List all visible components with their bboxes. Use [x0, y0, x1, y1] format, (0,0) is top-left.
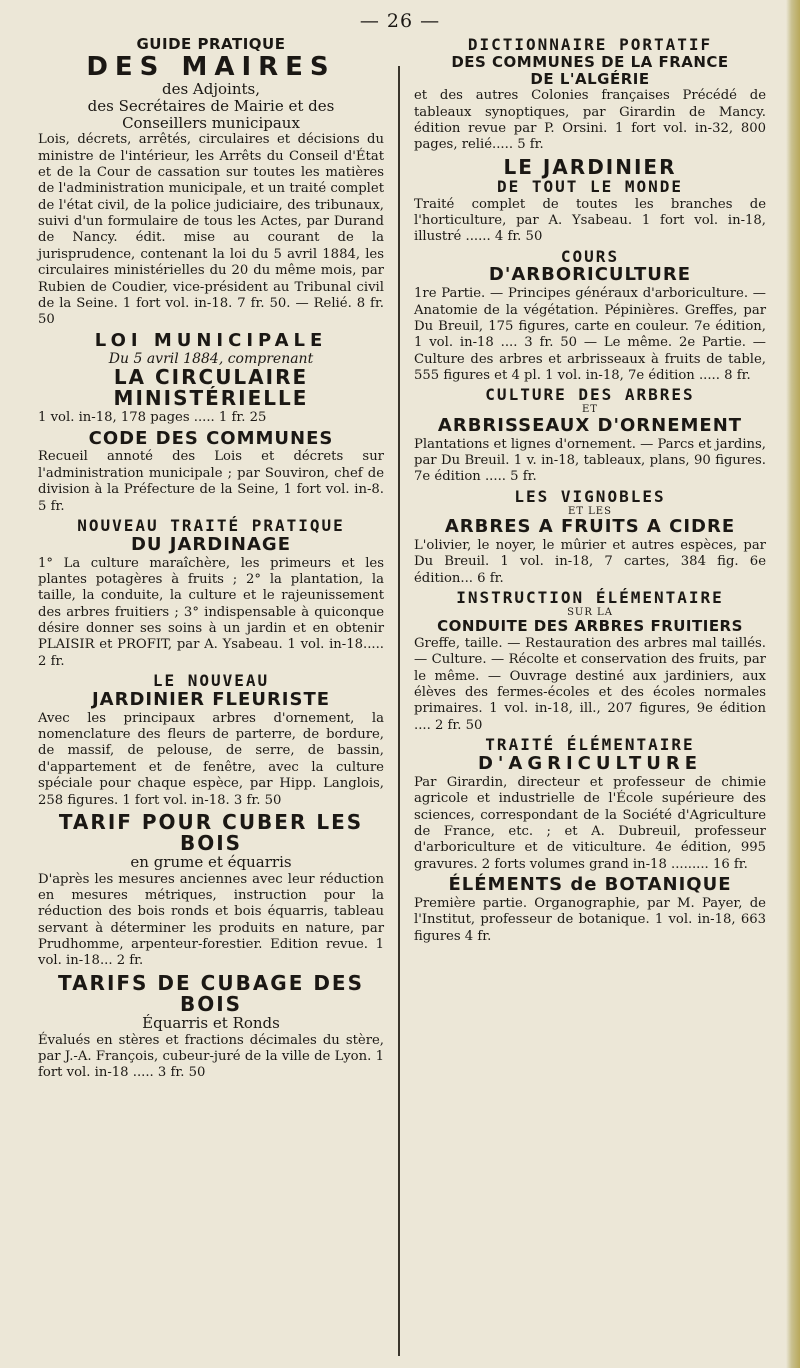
entry-description: Par Girardin, directeur et professeur de chimie agricole et industrielle de l'École supérieure des sciences, correspondant de la Société d'Agriculture de France, etc. ; et A. Dubreuil, professeur d'arboriculture et de viticulture. 4e édition, 995 gravures. 2 forts volumes grand in-18 ......... 16 fr.	[414, 774, 766, 872]
entry-heading: ET	[582, 404, 598, 416]
catalog-entry	[414, 387, 766, 485]
entry-heading: DES MAIRES	[86, 51, 336, 82]
entry-heading: Du 5 avril 1884, comprenant	[108, 350, 314, 367]
entry-heading: des Secrétaires de Mairie et des	[87, 96, 335, 115]
entry-description: Traité complet de toutes les branches de l'horticulture, par A. Ysabeau. 1 fort vol. in-18, illustré ...... 4 fr. 50	[414, 196, 766, 245]
entry-description: 1 vol. in-18, 178 pages ..... 1 fr. 25	[38, 410, 267, 426]
entry-heading: JARDINIER FLEURISTE	[91, 688, 331, 710]
catalog-entry	[38, 970, 384, 1082]
entry-heading: DE L'ALGÉRIE	[530, 69, 650, 88]
entry-description: Avec les principaux arbres d'ornement, la nomenclature des fleurs de parterre, de bordure, de massif, de pelouse, de serre, de bassin, d'appartement et de fenêtre, avec la culture spéciale pour chaque espèce, par Hipp. Langlois, 258 figures. 1 fort vol. in-18. 3 fr. 50	[38, 710, 384, 808]
catalog-entry	[414, 246, 766, 385]
page-number: — 26 —	[359, 10, 441, 32]
catalog-entry	[38, 427, 384, 515]
catalog-entry	[414, 876, 766, 945]
entry-heading: D'ARBORICULTURE	[488, 264, 692, 286]
catalog-entry	[414, 486, 766, 587]
entry-heading: COURS	[560, 246, 620, 266]
entry-heading: ARBRISSEAUX D'ORNEMENT	[437, 414, 743, 436]
entry-description: 1° La culture maraîchère, les primeurs et les plantes potagères à fruits ; 2° la plantation, la taille, la conduite, la culture et le rajeunissement des arbres fruitiers ; 3° indispensable à quiconque désire donner ses soins à un jardin et en obtenir PLAISIR et PROFIT, par A. Ysabeau. 1 vol. in-18..... 2 fr.	[38, 555, 384, 669]
entry-description: et des autres Colonies françaises Précédé de tableaux synoptiques, par Girardin de Mancy. édition revue par P. Orsini. 1 fort vol. in-32, 800 pages, relié..... 5 fr.	[414, 88, 766, 153]
entry-description: D'après les mesures anciennes avec leur réduction en mesures métriques, instruction pour la réduction des bois ronds et bois équarris, tableau servant à déterminer les produits en nature, par Prudhomme, arpenteur-forestier. Edition revue. 1 vol. in-18... 2 fr.	[38, 871, 384, 969]
catalog-entry	[414, 587, 766, 734]
entry-heading: des Adjoints,	[161, 80, 260, 99]
entry-heading: DU JARDINAGE	[130, 533, 292, 555]
entry-heading: NOUVEAU TRAITÉ PRATIQUE	[77, 515, 345, 535]
entry-heading: CODE DES COMMUNES	[88, 427, 334, 449]
entry-heading: DE TOUT LE MONDE	[496, 176, 684, 196]
entry-heading: LOI MUNICIPALE	[94, 329, 328, 351]
catalog-entry	[38, 515, 384, 670]
entry-heading: DES COMMUNES DE LA FRANCE	[451, 52, 729, 71]
entry-heading: Équarris et Ronds	[142, 1013, 280, 1032]
catalog-entry	[414, 737, 766, 873]
entry-heading: ET LES	[568, 505, 612, 517]
entry-heading: TARIF POUR CUBER LES BOIS	[58, 809, 364, 855]
entry-heading: LES VIGNOBLES	[514, 486, 666, 506]
entry-description: 1re Partie. — Principes généraux d'arboriculture. — Anatomie de la végétation. Pépinières. Greffes, par Du Breuil, 175 figures, carte en couleur. 7e édition, 1 vol. in-18 .... 3 fr. 50 — Le même. 2e Partie. — Culture des arbres et arbrisseaux à fruits de table, 555 figures et 4 pl. 1 vol. in-18, 7e édition ..... 8 fr.	[414, 286, 766, 384]
entry-description: Première partie. Organographie, par M. Payer, de l'Institut, professeur de botanique. 1 vol. in-18, 663 figures 4 fr.	[414, 895, 766, 944]
page-edge	[786, 0, 800, 1368]
catalog-entry	[414, 154, 766, 246]
entry-heading: TARIFS DE CUBAGE DES BOIS	[57, 970, 364, 1016]
entry-description: Plantations et lignes d'ornement. — Parcs et jardins, par Du Breuil. 1 v. in-18, tableaux, plans, 90 figures. 7e édition ..... 5 fr.	[414, 436, 766, 485]
catalog-entry	[38, 809, 384, 970]
entry-heading: CONDUITE DES ARBRES FRUITIERS	[437, 617, 743, 636]
left-column	[38, 36, 384, 1085]
entry-heading: D'AGRICULTURE	[477, 752, 703, 774]
catalog-entry	[38, 329, 384, 427]
entry-description: Recueil annoté des Lois et décrets sur l'administration municipale ; par Souviron, chef de division à la Préfecture de la Seine, 1 fort vol. in-8. 5 fr.	[38, 449, 384, 514]
column-divider	[398, 66, 400, 1356]
catalog-entry	[38, 37, 384, 329]
entry-description: Lois, décrets, arrêtés, circulaires et décisions du ministre de l'intérieur, les Arrêts du Conseil d'État et de la Cour de cassation sur toutes les matières de l'administration municipale, et un traité complet de l'état civil, de la police judiciaire, des tribunaux, suivi d'un formulaire de tous les Actes, par Durand de Nancy. édit. mise au courant de la jurisprudence, contenant la loi du 5 avril 1884, les circulaires ministérielles du 20 du même mois, par Rubien de Coudier, vice-président au Tribunal civil de la Seine. 1 fort vol. in-18. 7 fr. 50. — Relié. 8 fr. 50	[38, 132, 384, 328]
entry-heading: ÉLÉMENTS de BOTANIQUE	[448, 874, 732, 896]
entry-description: Greffe, taille. — Restauration des arbres mal taillés. — Culture. — Récolte et conservation des fruits, par le même. — Ouvrage destiné aux jardiniers, aux élèves des fermes-écoles et des écoles normales primaires. 1 vol. in-18, ill., 207 figures, 9e édition .... 2 fr. 50	[414, 636, 766, 733]
entry-heading: Conseillers municipaux	[122, 113, 300, 132]
entry-heading: TRAITÉ ÉLÉMENTAIRE	[485, 735, 695, 755]
catalog-entry	[414, 37, 766, 154]
entry-heading: INSTRUCTION ÉLÉMENTAIRE	[456, 587, 724, 607]
catalog-entry	[38, 673, 384, 809]
entry-heading: en grume et équarris	[130, 852, 292, 871]
entry-description: Évalués en stères et fractions décimales du stère, par J.-A. François, cubeur-juré de la ville de Lyon. 1 fort vol. in-18 ..... 3 fr. 50	[38, 1032, 384, 1081]
entry-description: L'olivier, le noyer, le mûrier et autres espèces, par Du Breuil. 1 vol. in-18, 7 cartes, 384 fig. 6e édition... 6 fr.	[414, 537, 766, 586]
entry-heading: SUR LA	[567, 606, 613, 618]
entry-heading: ARBRES A FRUITS A CIDRE	[444, 516, 736, 538]
entry-heading: CULTURE DES ARBRES	[485, 385, 695, 405]
entry-heading: LA CIRCULAIRE MINISTÉRIELLE	[113, 365, 309, 411]
right-column	[414, 36, 766, 948]
entry-heading: GUIDE PRATIQUE	[136, 35, 286, 53]
entry-heading: LE JARDINIER	[503, 154, 677, 179]
entry-heading: LE NOUVEAU	[152, 671, 270, 691]
entry-heading: DICTIONNAIRE PORTATIF	[467, 35, 713, 54]
